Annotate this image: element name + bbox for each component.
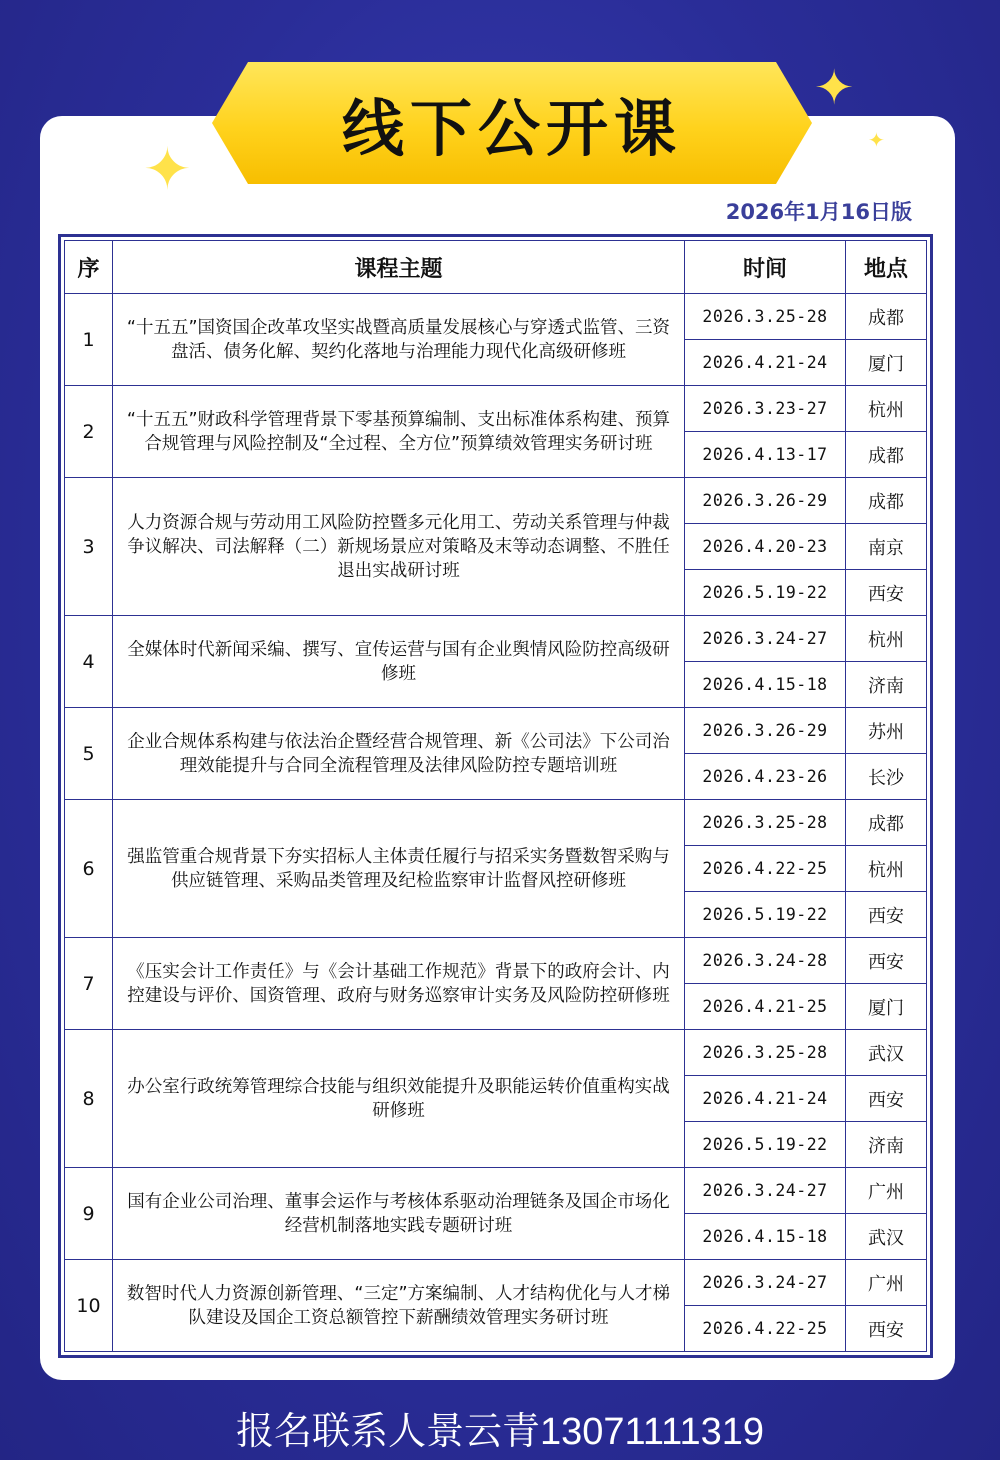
course-number: 2 — [65, 386, 113, 478]
session-city: 杭州 — [846, 846, 927, 892]
session-date: 2026.4.13-17 — [685, 432, 846, 478]
session-city: 济南 — [846, 662, 927, 708]
session-city: 南京 — [846, 524, 927, 570]
session-date: 2026.3.25-28 — [685, 294, 846, 340]
header-location: 地点 — [846, 241, 927, 294]
table-row — [65, 708, 927, 754]
session-city: 厦门 — [846, 984, 927, 1030]
session-date: 2026.4.22-25 — [685, 1306, 846, 1352]
session-city: 广州 — [846, 1168, 927, 1214]
session-city: 武汉 — [846, 1214, 927, 1260]
session-date: 2026.4.21-24 — [685, 1076, 846, 1122]
session-date: 2026.4.21-24 — [685, 340, 846, 386]
table-row — [65, 616, 927, 662]
session-city: 杭州 — [846, 616, 927, 662]
session-date: 2026.3.24-27 — [685, 1260, 846, 1306]
session-city: 西安 — [846, 1306, 927, 1352]
session-city: 成都 — [846, 478, 927, 524]
course-number: 1 — [65, 294, 113, 386]
course-number: 7 — [65, 938, 113, 1030]
course-topic: “十五五”国资国企改革攻坚实战暨高质量发展核心与穿透式监管、三资盘活、债务化解、契约化落地与治理能力现代化高级研修班 — [113, 294, 685, 386]
page-title: 线下公开课 — [341, 91, 682, 165]
session-city: 厦门 — [846, 340, 927, 386]
session-date: 2026.3.24-27 — [685, 1168, 846, 1214]
session-city: 西安 — [846, 1076, 927, 1122]
course-number: 10 — [65, 1260, 113, 1352]
session-date: 2026.4.15-18 — [685, 662, 846, 708]
table-row — [65, 294, 927, 340]
course-number: 4 — [65, 616, 113, 708]
table-row — [65, 386, 927, 432]
session-city: 西安 — [846, 570, 927, 616]
sparkle-icon: ✦ — [814, 60, 855, 116]
course-topic: “十五五”财政科学管理背景下零基预算编制、支出标准体系构建、预算合规管理与风险控制及“全过程、全方位”预算绩效管理实务研讨班 — [113, 386, 685, 478]
session-city: 成都 — [846, 800, 927, 846]
course-table — [58, 234, 933, 1358]
session-date: 2026.5.19-22 — [685, 892, 846, 938]
course-topic: 《压实会计工作责任》与《会计基础工作规范》背景下的政府会计、内控建设与评价、国资管理、政府与财务巡察审计实务及风险防控研修班 — [113, 938, 685, 1030]
session-date: 2026.3.24-28 — [685, 938, 846, 984]
table-row — [65, 800, 927, 846]
session-city: 成都 — [846, 294, 927, 340]
session-date: 2026.3.25-28 — [685, 800, 846, 846]
session-date: 2026.3.23-27 — [685, 386, 846, 432]
course-number: 8 — [65, 1030, 113, 1168]
session-date: 2026.3.26-29 — [685, 478, 846, 524]
header-no: 序 — [65, 241, 113, 294]
session-date: 2026.5.19-22 — [685, 1122, 846, 1168]
header-time: 时间 — [685, 241, 846, 294]
course-topic: 全媒体时代新闻采编、撰写、宣传运营与国有企业舆情风险防控高级研修班 — [113, 616, 685, 708]
session-city: 武汉 — [846, 1030, 927, 1076]
course-topic: 企业合规体系构建与依法治企暨经营合规管理、新《公司法》下公司治理效能提升与合同全流程管理及法律风险防控专题培训班 — [113, 708, 685, 800]
course-number: 6 — [65, 800, 113, 938]
session-city: 济南 — [846, 1122, 927, 1168]
session-date: 2026.4.15-18 — [685, 1214, 846, 1260]
table-header-row — [65, 241, 927, 294]
session-date: 2026.3.26-29 — [685, 708, 846, 754]
session-city: 西安 — [846, 938, 927, 984]
course-topic: 强监管重合规背景下夯实招标人主体责任履行与招采实务暨数智采购与供应链管理、采购品类管理及纪检监察审计监督风控研修班 — [113, 800, 685, 938]
session-city: 成都 — [846, 432, 927, 478]
course-number: 9 — [65, 1168, 113, 1260]
course-topic: 人力资源合规与劳动用工风险防控暨多元化用工、劳动关系管理与仲裁争议解决、司法解释（二）新规场景应对策略及末等动态调整、不胜任退出实战研讨班 — [113, 478, 685, 616]
session-date: 2026.4.21-25 — [685, 984, 846, 1030]
session-city: 杭州 — [846, 386, 927, 432]
table-row — [65, 1260, 927, 1306]
sparkle-icon: ✦ — [143, 135, 192, 203]
session-city: 长沙 — [846, 754, 927, 800]
session-date: 2026.4.22-25 — [685, 846, 846, 892]
header-topic: 课程主题 — [113, 241, 685, 294]
version-label: 2026年1月16日版 — [725, 200, 912, 224]
session-date: 2026.3.24-27 — [685, 616, 846, 662]
course-topic: 国有企业公司治理、董事会运作与考核体系驱动治理链条及国企市场化经营机制落地实践专题研讨班 — [113, 1168, 685, 1260]
session-date: 2026.5.19-22 — [685, 570, 846, 616]
contact-info: 报名联系人景云青13071111319 — [235, 1411, 764, 1453]
course-topic: 数智时代人力资源创新管理、“三定”方案编制、人才结构优化与人才梯队建设及国企工资总额管控下薪酬绩效管理实务研讨班 — [113, 1260, 685, 1352]
session-date: 2026.3.25-28 — [685, 1030, 846, 1076]
session-city: 西安 — [846, 892, 927, 938]
session-city: 广州 — [846, 1260, 927, 1306]
course-topic: 办公室行政统筹管理综合技能与组织效能提升及职能运转价值重构实战研修班 — [113, 1030, 685, 1168]
table-row — [65, 1030, 927, 1076]
course-number: 3 — [65, 478, 113, 616]
table-row — [65, 1168, 927, 1214]
table-row — [65, 938, 927, 984]
session-date: 2026.4.20-23 — [685, 524, 846, 570]
table-row — [65, 478, 927, 524]
course-number: 5 — [65, 708, 113, 800]
session-city: 苏州 — [846, 708, 927, 754]
table-body — [65, 294, 927, 1352]
sparkle-icon: ✦ — [868, 128, 885, 152]
session-date: 2026.4.23-26 — [685, 754, 846, 800]
